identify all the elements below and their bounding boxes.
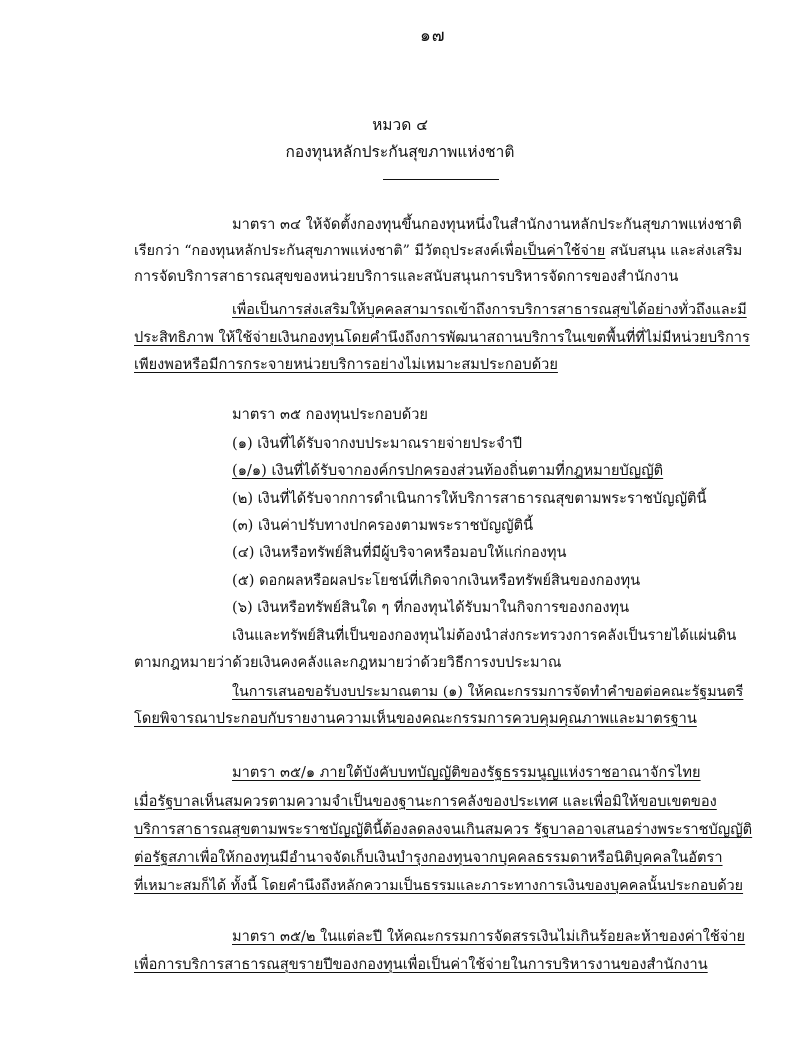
s34-line-3: การจัดบริการสาธารณสุขของหน่วยบริการและสนับสนุนการบริหารจัดการของสำนักงาน	[134, 268, 679, 285]
s35-paragraph-1: เงินและทรัพย์สินที่เป็นของกองทุนไม่ต้องนำส่งกระทรวงการคลังเป็นรายได้แผ่นดิน	[232, 627, 737, 644]
s34-line-4: เพื่อเป็นการส่งเสริมให้บุคคลสามารถเข้าถึงการบริการสาธารณสุขได้อย่างทั่วถึงและมี	[232, 302, 747, 318]
s35-item-2: (๒) เงินที่ได้รับจากการดำเนินการให้บริการสาธารณสุขตามพระราชบัญญัตินี้	[232, 490, 707, 507]
s35-paragraph-4: โดยพิจารณาประกอบกับรายงานความเห็นของคณะกรรมการควบคุมคุณภาพและมาตรฐาน	[134, 710, 697, 727]
page-number: ๑๗	[420, 26, 446, 46]
s34-line-2	[134, 241, 742, 261]
s35-1-line-2: เมื่อรัฐบาลเห็นสมควรตามความจำเป็นของฐานะการคลังของประเทศ และเพื่อมิให้ขอบเขตของ	[134, 793, 717, 810]
s34-line-1: มาตรา ๓๔ ให้จัดตั้งกองทุนขึ้นกองทุนหนึ่งในสำนักงานหลักประกันสุขภาพแห่งชาติ	[232, 216, 742, 233]
s35-item-5: (๕) ดอกผลหรือผลประโยชน์ที่เกิดจากเงินหรือทรัพย์สินของกองทุน	[232, 572, 641, 589]
s35-1-line-4: ต่อรัฐสภาเพื่อให้กองทุนมีอำนาจจัดเก็บเงินบำรุงกองทุนจากบุคคลธรรมดาหรือนิติบุคคลในอัตรา	[134, 849, 723, 866]
s35-heading: มาตรา ๓๕ กองทุนประกอบด้วย	[232, 406, 428, 423]
s34-line-2a: เรียกว่า “กองทุนหลักประกันสุขภาพแห่งชาติ” มีวัตถุประสงค์เพื่อ	[134, 243, 523, 259]
s34-line-6: เพียงพอหรือมีการกระจายหน่วยบริการอย่างไม่เหมาะสมประกอบด้วย	[134, 356, 558, 373]
title-divider	[383, 179, 499, 180]
s35-item-6: (๖) เงินหรือทรัพย์สินใด ๆ ที่กองทุนได้รับมาในกิจการของกองทุน	[232, 599, 630, 616]
s35-item-3: (๓) เงินค่าปรับทางปกครองตามพระราชบัญญัตินี้	[232, 517, 534, 534]
s35-1-line-3: บริการสาธารณสุขตามพระราชบัญญัตินี้ต้องลดลงจนเกินสมควร รัฐบาลอาจเสนอร่างพระราชบัญญัติ	[134, 821, 753, 838]
s35-2-line-2: เพื่อการบริการสาธารณสุขรายปีของกองทุนเพื่อเป็นค่าใช้จ่ายในการบริหารงานของสำนักงาน	[134, 956, 708, 973]
s35-item-4: (๔) เงินหรือทรัพย์สินที่มีผู้บริจาคหรือมอบให้แก่กองทุน	[232, 544, 567, 561]
s35-item-1: (๑) เงินที่ได้รับจากงบประมาณรายจ่ายประจำปี	[232, 435, 523, 452]
chapter-title: กองทุนหลักประกันสุขภาพแห่งชาติ	[285, 143, 515, 161]
s35-1-line-5: ที่เหมาะสมก็ได้ ทั้งนี้ โดยคำนึงถึงหลักความเป็นธรรมและภาระทางการเงินของบุคคลนั้นประกอบด้วย	[134, 878, 744, 894]
s34-line-2b: สนับสนุน และส่งเสริม	[605, 243, 743, 259]
s35-paragraph-3: ในการเสนอขอรับงบประมาณตาม (๑) ให้คณะกรรมการจัดทำคำขอต่อคณะรัฐมนตรี	[232, 684, 744, 700]
chapter-heading: หมวด ๔	[372, 116, 428, 134]
s35-paragraph-2: ตามกฎหมายว่าด้วยเงินคงคลังและกฎหมายว่าด้วยวิธีการงบประมาณ	[134, 654, 562, 671]
s34-line-2-underlined: เป็นค่าใช้จ่าย	[522, 243, 606, 259]
s34-line-5: ประสิทธิภาพ ให้ใช้จ่ายเงินกองทุนโดยคำนึงถึงการพัฒนาสถานบริการในเขตพื้นที่ที่ไม่มีหน่วยบริการ	[134, 329, 750, 346]
s35-item-1-1: (๑/๑) เงินที่ได้รับจากองค์กรปกครองส่วนท้องถิ่นตามที่กฎหมายบัญญัติ	[232, 462, 664, 479]
s35-2-line-1: มาตรา ๓๕/๒ ในแต่ละปี ให้คณะกรรมการจัดสรรเงินไม่เกินร้อยละห้าของค่าใช้จ่าย	[232, 928, 746, 945]
s35-1-line-1: มาตรา ๓๕/๑ ภายใต้บังคับบทบัญญัติของรัฐธรรมนูญแห่งราชอาณาจักรไทย	[232, 764, 701, 781]
